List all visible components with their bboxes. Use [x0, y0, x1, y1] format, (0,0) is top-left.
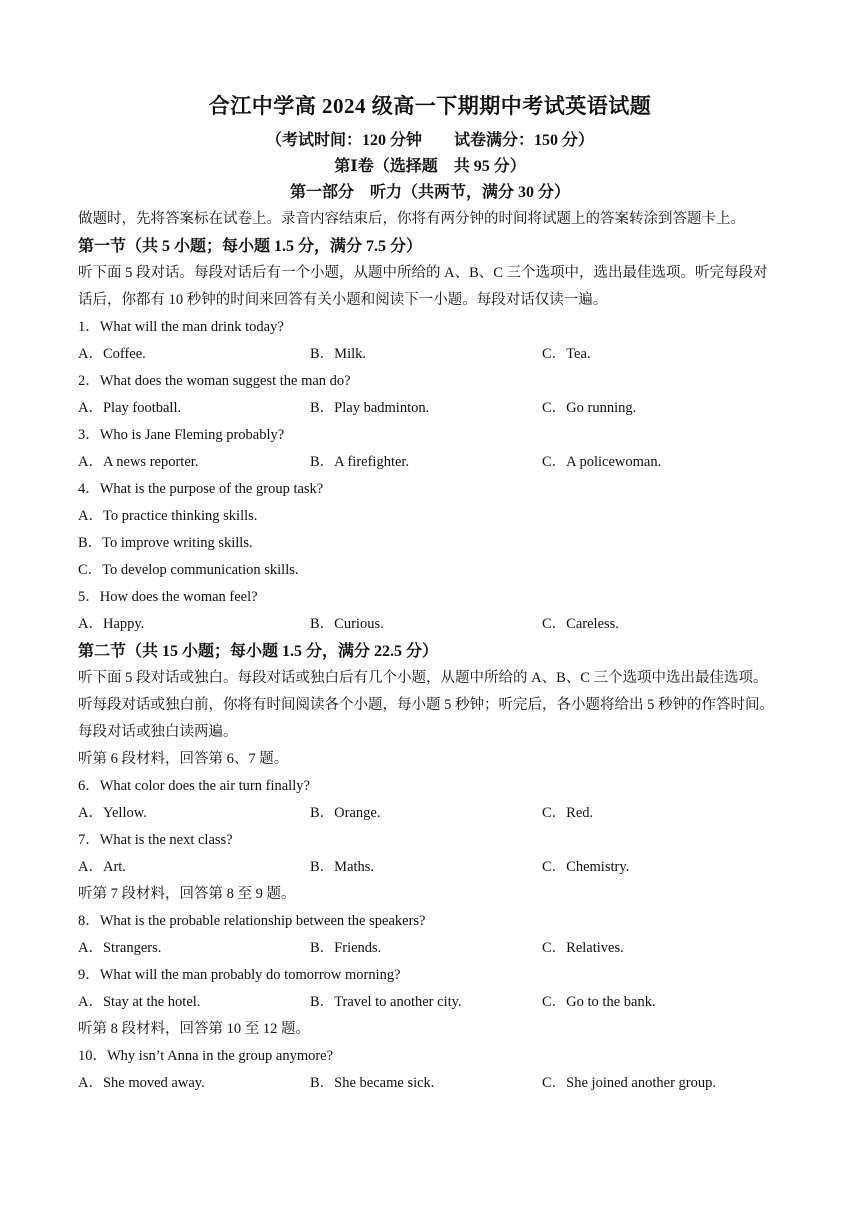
option-a: A．Coffee. — [78, 346, 146, 362]
question-2-options — [78, 395, 782, 422]
question-8-options — [78, 935, 782, 962]
question-7-options — [78, 854, 782, 881]
question-5-stem: 5．How does the woman feel? — [78, 589, 258, 605]
option-c: C．Tea. — [542, 346, 591, 362]
section2-instructions: 听下面 5 段对话或独白。每段对话或独白后有几个小题，从题中所给的 A、B、C 三个选项中选出最佳选项。听每段对话或独白前，你将有时间阅读各个小题，每小题 5 秒钟；听完后，各小题将给出 5 秒钟的作答时间。每段对话或独白读两遍。 — [78, 670, 774, 740]
option-b: B．Friends. — [310, 940, 382, 956]
option-a: A．Stay at the hotel. — [78, 994, 201, 1010]
option-b: B．Maths. — [310, 859, 375, 875]
option-c: C．Go to the bank. — [542, 994, 656, 1010]
question-3-stem: 3．Who is Jane Fleming probably? — [78, 427, 285, 443]
material-8-note: 听第 8 段材料，回答第 10 至 12 题。 — [78, 1021, 310, 1037]
section2-heading: 第二节（共 15 小题；每小题 1.5 分，满分 22.5 分） — [78, 643, 439, 660]
material-6-note: 听第 6 段材料，回答第 6、7 题。 — [78, 751, 289, 767]
option-c: C．A policewoman. — [542, 454, 662, 470]
option-c: C．Go running. — [542, 400, 637, 416]
question-4-stem: 4．What is the purpose of the group task? — [78, 481, 324, 497]
exam-title: 合江中学高 2024 级高一下期期中考试英语试题 — [208, 94, 652, 118]
question-6-stem: 6．What color does the air turn finally? — [78, 778, 310, 794]
option-a: A．Play football. — [78, 400, 182, 416]
question-10-options — [78, 1070, 782, 1097]
exam-info: （考试时间：120 分钟 试卷满分：150 分） — [265, 132, 594, 149]
question-9-stem: 9．What will the man probably do tomorrow morning? — [78, 967, 401, 983]
section1-heading: 第一节（共 5 小题；每小题 1.5 分，满分 7.5 分） — [78, 238, 423, 255]
option-b: B．To improve writing skills. — [78, 535, 253, 551]
question-6-options — [78, 800, 782, 827]
question-10-stem: 10．Why isn’t Anna in the group anymore? — [78, 1048, 334, 1064]
option-a: A．Art. — [78, 859, 126, 875]
question-1-options — [78, 341, 782, 368]
option-a: A．To practice thinking skills. — [78, 508, 258, 524]
option-a: A．A news reporter. — [78, 454, 199, 470]
option-a: A．Strangers. — [78, 940, 162, 956]
option-c: C．Chemistry. — [542, 859, 630, 875]
question-8-stem: 8．What is the probable relationship between the speakers? — [78, 913, 426, 929]
option-b: B．She became sick. — [310, 1075, 435, 1091]
material-7-note: 听第 7 段材料，回答第 8 至 9 题。 — [78, 886, 296, 902]
option-a: A．She moved away. — [78, 1075, 205, 1091]
section1-instructions: 听下面 5 段对话。每段对话后有一个小题，从题中所给的 A、B、C 三个选项中，选出最佳选项。听完每段对话后，你都有 10 秒钟的时间来回答有关小题和阅读下一小题。每段对话仅读一遍。 — [78, 265, 768, 308]
option-b: B．Curious. — [310, 616, 384, 632]
question-5-options — [78, 611, 782, 638]
option-a: A．Yellow. — [78, 805, 147, 821]
option-b: B．Travel to another city. — [310, 994, 462, 1010]
option-c: C．She joined another group. — [542, 1075, 716, 1091]
volume-heading: 第Ⅰ卷（选择题 共 95 分） — [334, 158, 526, 175]
question-7-stem: 7．What is the next class? — [78, 832, 233, 848]
question-1-stem: 1．What will the man drink today? — [78, 319, 284, 335]
option-b: B．Orange. — [310, 805, 381, 821]
option-c: C．Relatives. — [542, 940, 624, 956]
option-b: B．Play badminton. — [310, 400, 430, 416]
option-c: C．To develop communication skills. — [78, 562, 299, 578]
option-c: C．Careless. — [542, 616, 619, 632]
question-9-options — [78, 989, 782, 1016]
part-heading: 第一部分 听力（共两节，满分 30 分） — [289, 184, 570, 201]
intro-text: 做题时，先将答案标在试卷上。录音内容结束后，你将有两分钟的时间将试题上的答案转涂到答题卡上。 — [78, 211, 745, 227]
option-b: B．A firefighter. — [310, 454, 410, 470]
option-a: A．Happy. — [78, 616, 145, 632]
option-b: B．Milk. — [310, 346, 366, 362]
option-c: C．Red. — [542, 805, 594, 821]
question-3-options — [78, 449, 782, 476]
question-2-stem: 2．What does the woman suggest the man do? — [78, 373, 351, 389]
